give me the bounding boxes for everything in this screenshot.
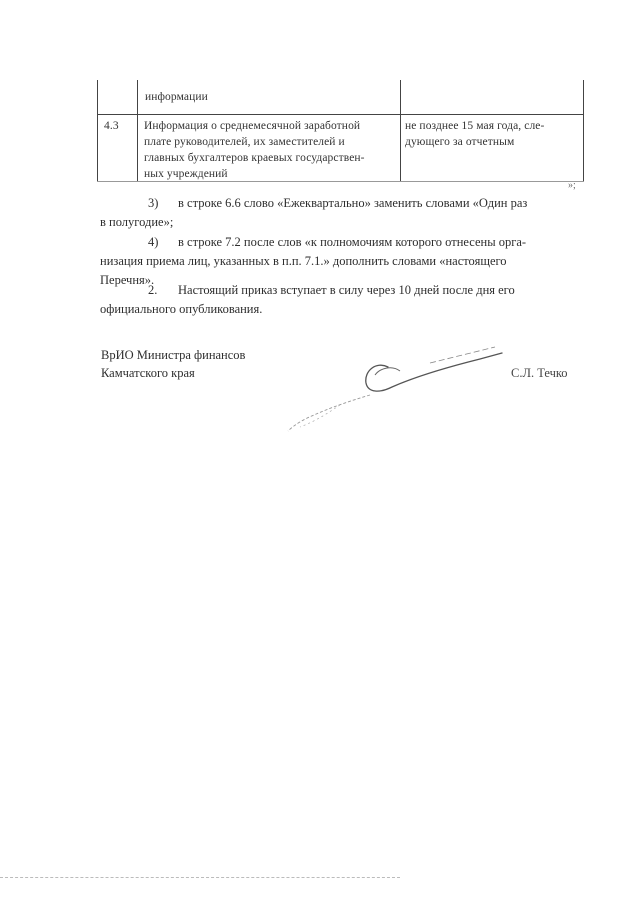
clause-2 [100,281,582,319]
reporting-table-fragment [97,80,584,182]
item-text: в строке 7.2 после слов «к полномочиям которого отнесены орга- [178,235,527,249]
item-text: в полугодие»; [100,215,174,229]
description-line: ных учреждений [144,168,228,180]
signatory-position [101,346,245,382]
amendment-item-3 [100,194,582,232]
item-number: 4) [148,235,159,249]
item-number: 3) [148,196,159,210]
handwritten-signature [280,335,520,445]
signatory-name: С.Л. Течко [511,366,568,380]
item-text: Перечня». [100,273,155,287]
table-row-deadline [405,118,580,150]
description-line: плате руководителей, их заместителей и [144,136,345,148]
scan-bottom-edge [0,877,400,879]
description-line: Информация о среднемесячной заработной [144,120,361,132]
clause-number: 2. [148,283,158,297]
closing-quote-mark: »; [568,180,576,191]
table-row-description [144,118,396,182]
clause-text: Настоящий приказ вступает в силу через 10 дней после дня его [178,283,515,297]
deadline-line: не позднее 15 мая года, сле- [405,120,545,132]
table-row-number: 4.3 [104,120,119,132]
item-text: в строке 6.6 слово «Ежеквартально» заменить словами «Один раз [178,196,528,210]
item-text: низация приема лиц, указанных в п.п. 7.1.» дополнить словами «настоящего [100,254,507,268]
deadline-line: дующего за отчетным [405,136,515,148]
table-row-prev-description: информации [145,91,208,103]
description-line: главных бухгалтеров краевых государствен- [144,152,365,164]
position-line: ВрИО Министра финансов [101,348,246,362]
position-line: Камчатского края [101,366,195,380]
clause-text: официального опубликования. [100,302,263,316]
